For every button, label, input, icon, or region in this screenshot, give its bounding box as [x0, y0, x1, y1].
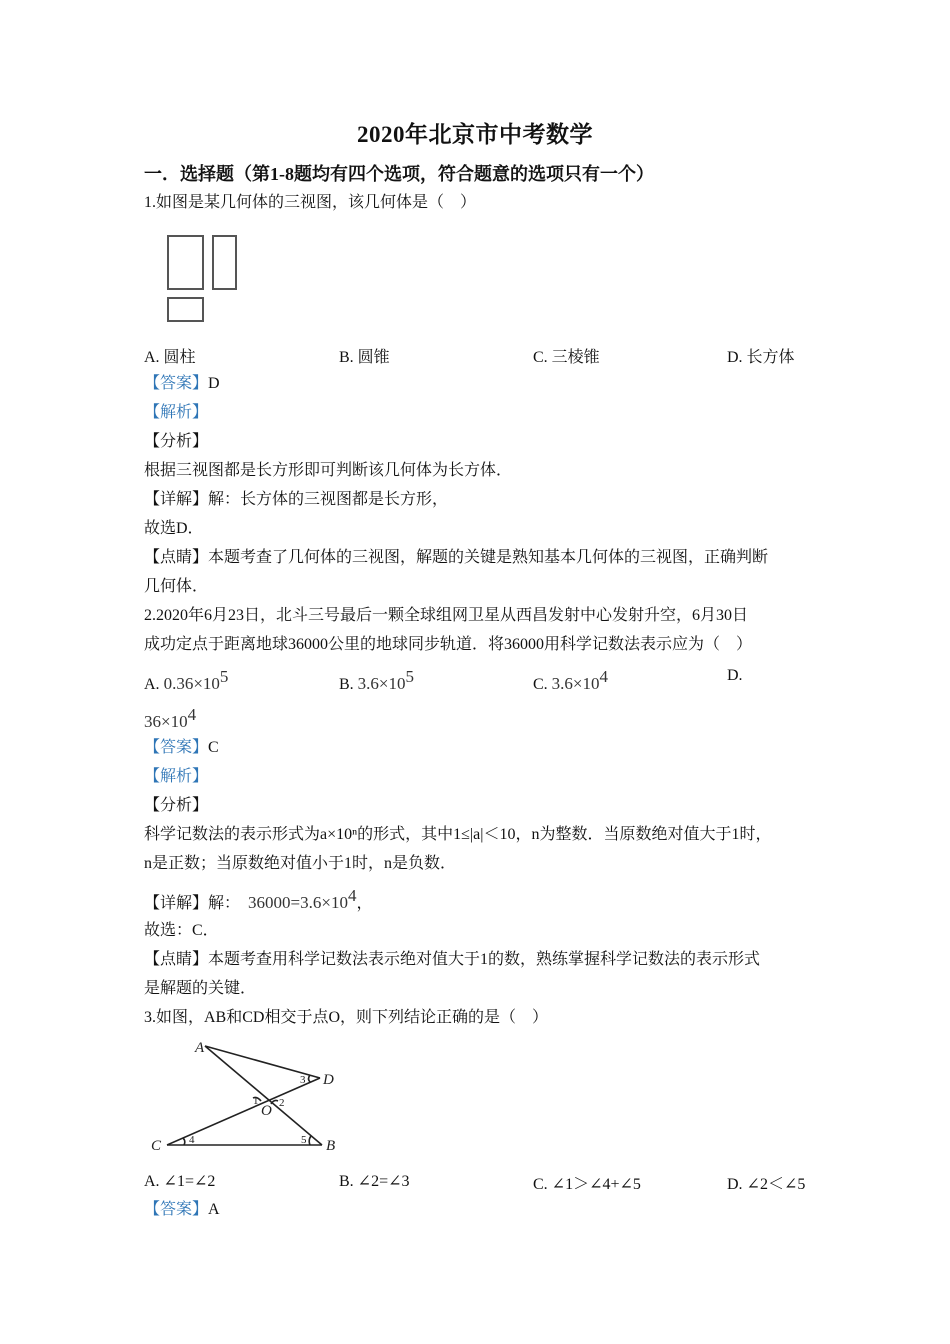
point-b-label: B: [326, 1138, 336, 1154]
q3-option-d: D. ∠2＜∠5: [727, 1176, 806, 1193]
option-label: C.: [533, 676, 548, 693]
svg-text:5: 5: [301, 1134, 307, 1146]
q1-option-b: B. 圆锥: [339, 349, 390, 366]
q1-three-views-figure: [160, 228, 250, 328]
q1-fenxi-text: 根据三视图都是长方形即可判断该几何体为长方体．: [144, 462, 513, 479]
answer-label: 【答案】: [144, 739, 209, 756]
detail-exp: 4: [347, 886, 357, 905]
q3-answer: [144, 1199, 220, 1221]
q2-fenxi-text-1: 科学记数法的表示形式为a×10ⁿ的形式，其中1≤|a|＜10，n为整数．当原数绝对值大于1时，: [144, 826, 772, 843]
option-exp: 4: [599, 667, 609, 686]
q2-stem-1: 2.2020年6月23日，北斗三号最后一颗全球组网卫星从西昌发射中心发射升空，6月30日: [144, 607, 749, 624]
q2-option-d-label: D.: [727, 667, 743, 684]
option-label: A.: [144, 676, 160, 693]
comment-label: 【点睛】: [144, 549, 209, 566]
option-expr: 0.36×10: [163, 674, 220, 693]
q1-choose: 故选D．: [144, 520, 204, 537]
q3-option-c: C. ∠1＞∠4+∠5: [533, 1176, 641, 1193]
q3-option-a: A. ∠1=∠2: [144, 1173, 216, 1190]
svg-text:3: 3: [300, 1074, 306, 1086]
option-exp: 5: [219, 667, 229, 686]
q2-fenxi-label: 【分析】: [144, 797, 209, 814]
q2-stem-2: 成功定点于距离地球36000公里的地球同步轨道．将36000用科学记数法表示应为（ ）: [144, 636, 753, 653]
answer-value: A: [208, 1201, 220, 1218]
option-exp: 4: [187, 705, 197, 724]
q1-option-c: C. 三棱锥: [533, 349, 600, 366]
q2-comment: [144, 949, 760, 971]
q1-stem: 1.如图是某几何体的三视图，该几何体是（ ）: [144, 194, 477, 211]
svg-text:4: 4: [189, 1134, 195, 1146]
section-heading: 一．选择题（第1-8题均有四个选项，符合题意的选项只有一个）: [144, 164, 654, 184]
q1-detail: [144, 489, 448, 511]
svg-text:1: 1: [253, 1095, 259, 1107]
option-expr: 3.6×10: [357, 674, 406, 693]
q2-option-c: [533, 667, 608, 694]
detail-prefix: 解：: [208, 895, 241, 912]
detail-label: 【详解】: [144, 895, 209, 912]
q2-option-d-expr: [144, 705, 196, 732]
option-expr: 36×10: [144, 712, 188, 731]
q1-comment-cont: 几何体．: [144, 578, 209, 595]
svg-text:2: 2: [279, 1097, 285, 1109]
q2-option-a: [144, 667, 228, 694]
q1-comment: [144, 547, 768, 569]
option-label: B.: [339, 676, 354, 693]
comment-label: 【点睛】: [144, 951, 209, 968]
q2-option-b: [339, 667, 414, 694]
detail-suffix: ，: [356, 895, 373, 912]
q3-intersecting-lines-figure: [145, 1038, 345, 1158]
comment-text: 本题考查用科学记数法表示绝对值大于1的数，熟练掌握科学记数法的表示形式: [208, 951, 761, 968]
q3-option-b: B. ∠2=∠3: [339, 1173, 410, 1190]
q1-fenxi-label: 【分析】: [144, 433, 209, 450]
option-expr: 3.6×10: [551, 674, 600, 693]
option-exp: 5: [405, 667, 415, 686]
q1-option-d: D. 长方体: [727, 349, 795, 366]
comment-text: 本题考查了几何体的三视图，解题的关键是熟知基本几何体的三视图，正确判断: [208, 549, 769, 566]
page-title: 2020年北京市中考数学: [357, 122, 593, 147]
q2-choose: 故选：C．: [144, 922, 219, 939]
q2-answer: [144, 737, 219, 759]
q1-answer: [144, 373, 220, 395]
point-a-label: A: [195, 1040, 205, 1056]
q2-comment-cont: 是解题的关键．: [144, 980, 257, 997]
detail-label: 【详解】: [144, 491, 209, 508]
detail-expr: 36000=3.6×10: [248, 893, 348, 912]
answer-label: 【答案】: [144, 375, 209, 392]
point-o-label: O: [261, 1103, 272, 1119]
q2-analysis-label: 【解析】: [144, 768, 209, 785]
answer-value: C: [208, 739, 219, 756]
q2-fenxi-text-2: n是正数；当原数绝对值小于1时，n是负数．: [144, 855, 457, 872]
point-c-label: C: [151, 1138, 162, 1154]
point-d-label: D: [323, 1072, 334, 1088]
q3-stem: 3.如图，AB和CD相交于点O，则下列结论正确的是（ ）: [144, 1009, 549, 1026]
q1-analysis-label: 【解析】: [144, 404, 209, 421]
detail-text: 解：长方体的三视图都是长方形，: [208, 491, 449, 508]
answer-value: D: [208, 375, 220, 392]
answer-label: 【答案】: [144, 1201, 209, 1218]
q1-option-a: A. 圆柱: [144, 349, 196, 366]
q2-detail: [144, 885, 372, 915]
